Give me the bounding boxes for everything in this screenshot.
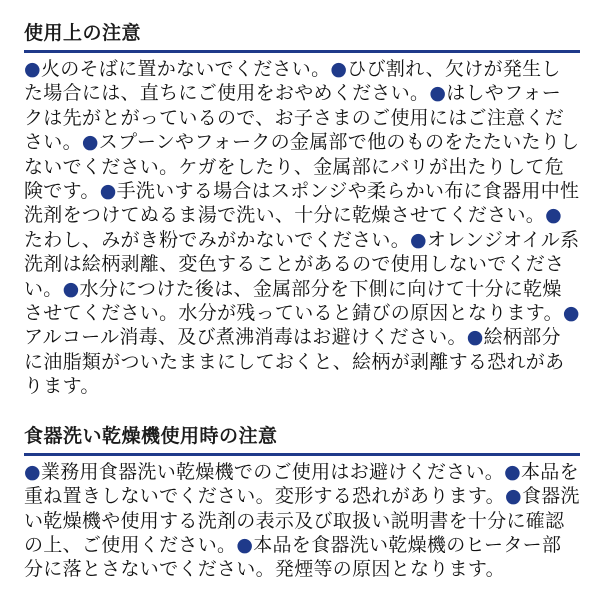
list-item: 火のそばに置かないでください。 bbox=[40, 58, 331, 80]
bullet-icon: ● bbox=[99, 180, 117, 203]
section-heading: 使用上の注意 bbox=[24, 22, 142, 44]
section-spacer bbox=[24, 399, 580, 421]
bullet-icon: ● bbox=[81, 131, 99, 154]
list-item: 業務用食器洗い乾燥機でのご使用はお避けください。 bbox=[40, 460, 505, 483]
list-item: アルコール消毒、及び煮沸消毒はお避けください。 bbox=[24, 326, 467, 349]
list-item: たわし、みがき粉でみがかないでください。 bbox=[24, 228, 411, 251]
bullet-icon: ● bbox=[24, 460, 41, 483]
list-item: 手洗いする場合はスポンジや柔らかい布に食器用中性洗剤をつけてぬるま湯で洗い、十分に乾燥させてください。 bbox=[24, 180, 580, 227]
list-item: ひび割れ、欠けが発生した場合には、直ちにご使用をおやめください。 bbox=[24, 58, 561, 105]
bullet-icon: ● bbox=[466, 326, 484, 349]
document bbox=[24, 18, 580, 582]
list-item: スプーンやフォークの金属部で他のものをたたいたりしないでください。ケガをしたり、金属部にバリが出たりして危険です。 bbox=[24, 131, 580, 203]
list-item: 水分につけた後は、金属部分を下側に向けて十分に乾燥させてください。水分が残っていると錆びの原因となります。 bbox=[24, 277, 563, 325]
bullet-icon: ● bbox=[429, 82, 447, 105]
bullet-icon: ● bbox=[562, 302, 580, 325]
list-item: 絵柄部分に油脂類がついたままにしておくと、絵柄が剥離する恐れがあります。 bbox=[24, 326, 565, 398]
bullet-icon: ● bbox=[504, 460, 521, 483]
bullet-icon: ● bbox=[504, 485, 522, 508]
list-item: オレンジオイル系洗剤は絵柄剥離、変色することがあるので使用しないでください。 bbox=[24, 228, 580, 300]
section-body bbox=[24, 53, 580, 399]
bullet-icon: ● bbox=[545, 204, 562, 227]
bullet-icon: ● bbox=[24, 58, 41, 80]
list-item: 本品を重ね置きしないでください。変形する恐れがあります。 bbox=[24, 460, 579, 508]
bullet-icon: ● bbox=[330, 58, 348, 80]
section-dishwasher-precautions bbox=[24, 421, 580, 582]
bullet-icon: ● bbox=[62, 277, 80, 300]
list-item: 食器洗い乾燥機や使用する洗剤の表示及び取扱い説明書を十分に確認の上、ご使用ください。 bbox=[24, 485, 580, 556]
bullet-icon: ● bbox=[236, 533, 254, 556]
bullet-icon: ● bbox=[410, 228, 427, 251]
list-item: 本品を食器洗い乾燥機のヒーター部分に落とさないでください。発煙等の原因となります。 bbox=[24, 533, 562, 581]
section-usage-precautions bbox=[24, 18, 580, 399]
section-body bbox=[24, 456, 580, 582]
list-item: はしやフォークは先がとがっているので、お子さまのご使用にはご注意ください。 bbox=[24, 82, 565, 154]
section-heading: 食器洗い乾燥機使用時の注意 bbox=[24, 424, 278, 447]
